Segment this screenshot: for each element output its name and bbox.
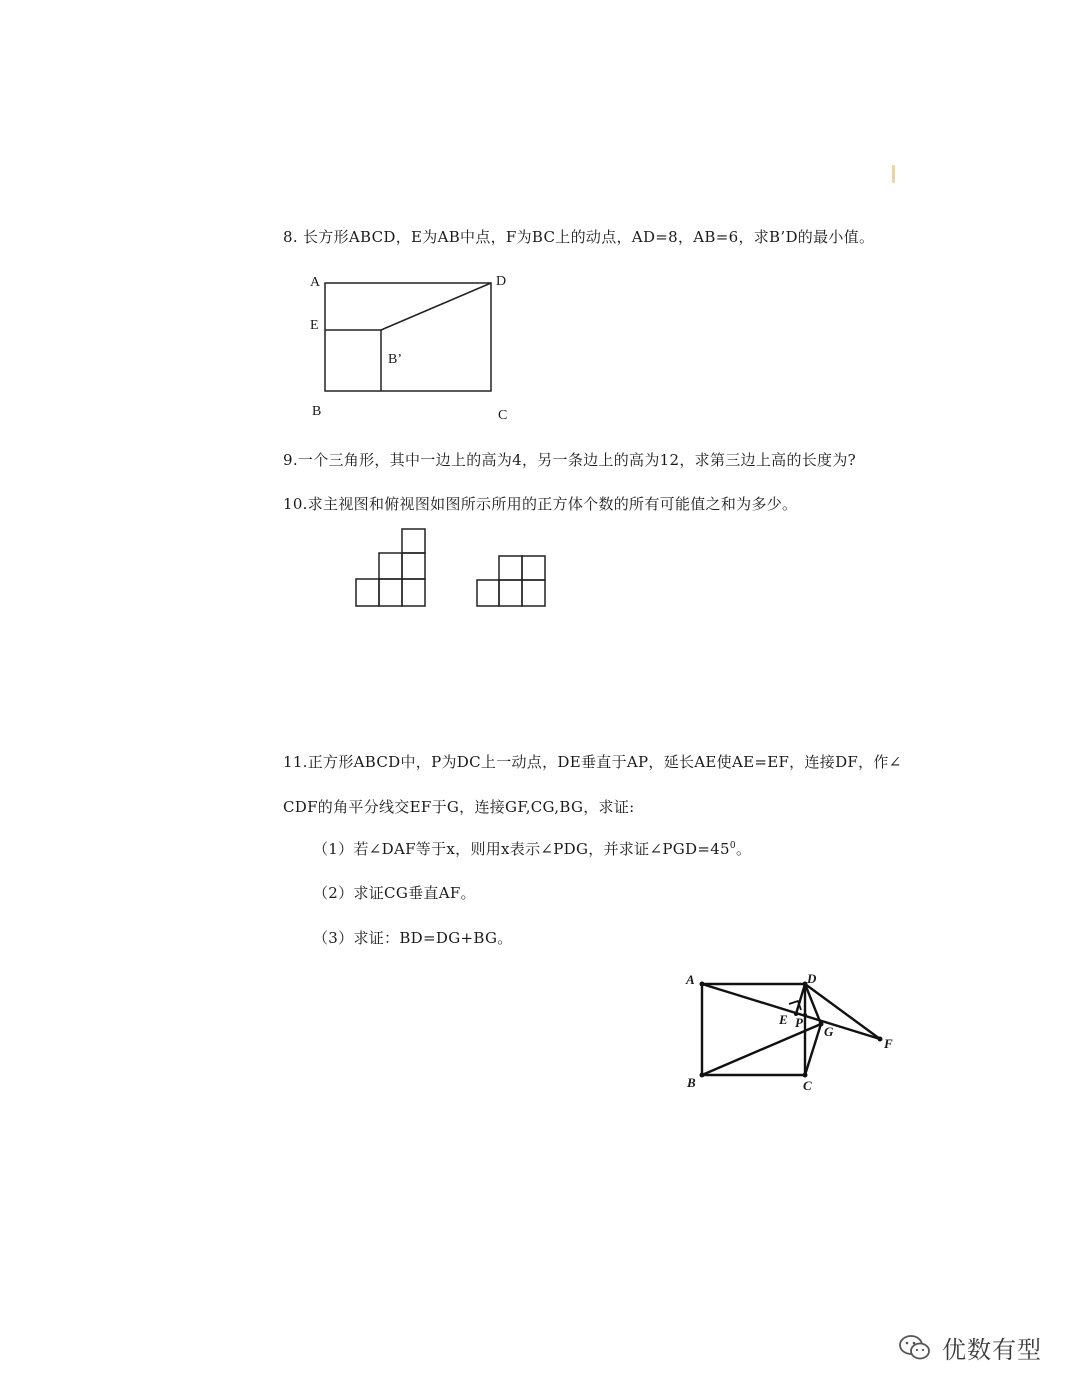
question-11-part2: （2）求证CG垂直AF。 (313, 884, 476, 902)
q11-label-b: B (687, 1075, 696, 1090)
q8-label-a: A (310, 275, 321, 290)
q11-label-e: E (779, 1012, 788, 1027)
question-11-line1: 11.正方形ABCD中，P为DC上一动点，DE垂直于AP，延长AE使AE=EF，连接DF，作∠ (283, 753, 902, 771)
q11-label-d: D (807, 971, 817, 986)
segment-af (702, 984, 880, 1039)
question-11-part3: （3）求证：BD=DG+BG。 (313, 929, 513, 947)
q8-label-bprime: B’ (388, 352, 402, 367)
q11-part1-text: （1）若∠DAF等于x，则用x表示∠PDG，并求证∠PGD=45 (313, 840, 730, 858)
q8-label-c: C (498, 408, 508, 423)
question-8-text: 8. 长方形ABCD，E为AB中点，F为BC上的动点，AD=8，AB=6，求B’D的最小值。 (283, 228, 875, 246)
wechat-icon (898, 1333, 932, 1363)
q11-label-g: G (824, 1024, 834, 1039)
watermark-text: 优数有型 (942, 1336, 1042, 1364)
question-9-text: 9.一个三角形，其中一边上的高为4，另一条边上的高为12，求第三边上高的长度为? (283, 451, 856, 469)
q11-label-f: F (884, 1036, 893, 1051)
q8-label-e: E (310, 318, 319, 333)
q8-label-b: B (312, 404, 322, 419)
question-10-text: 10.求主视图和俯视图如图所示所用的正方体个数的所有可能值之和为多少。 (283, 495, 798, 513)
q11-label-a: A (686, 972, 695, 987)
segment-cg (805, 1024, 821, 1075)
q11-label-p: P (795, 1015, 803, 1030)
q11-part1-end: 。 (735, 840, 752, 858)
segment-bg (702, 1024, 821, 1075)
q11-part1-degree: 0 (729, 841, 736, 851)
q11-label-c: C (803, 1078, 812, 1093)
q8-label-d: D (496, 274, 507, 289)
right-angle-mark (789, 1001, 801, 1010)
square-abcd (702, 984, 805, 1075)
question-11-line2: CDF的角平分线交EF于G，连接GF,CG,BG，求证: (283, 798, 635, 816)
watermark (898, 1330, 1042, 1365)
